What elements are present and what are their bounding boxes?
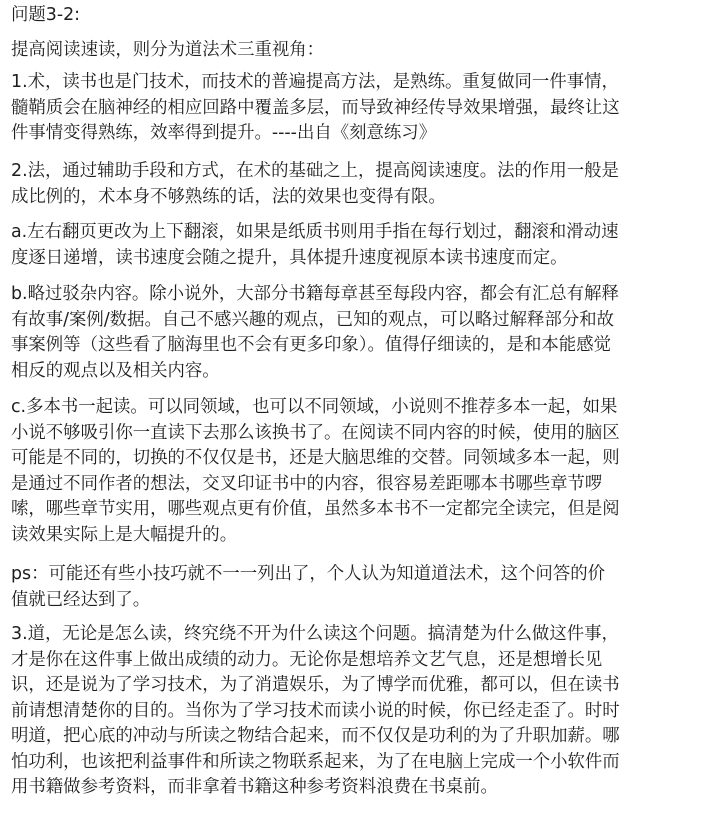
question-title: 问题3-2: [11,5,81,25]
shu-paragraph: 1.术，读书也是门技术，而技术的普遍提高方法，是熟练。重复做同一件事情， 髓鞘质会在脑神经的相应回路中覆盖多层，而导致神经传导效果增强，最终让这 件事情变得熟练，效率得到提升。----出自《刻意练习》 [11,72,620,143]
intro-paragraph: 提高阅读速读，则分为道法术三重视角： [11,40,325,60]
method-c-paragraph: c.多本书一起读。可以同领域，也可以不同领域，小说则不推荐多本一起，如果 小说不够吸引你一直读下去那么该换书了。在阅读不同内容的时候，使用的脑区 可能是不同的，切换的不仅仅是书，还是大脑思维的交替。同领域多本一起，则 是通过不同作者的想法，交叉印证书中的内容，很容易差距哪本书哪些章节啰 嗦，哪些章节实用，哪些观点更有价值，虽然多本书不一定都完全读完，但是阅 读效果实际上是大幅提升的。 [11,397,620,545]
ps-paragraph: ps：可能还有些小技巧就不一一列出了，个人认为知道道法术，这个问答的价 值就已经达到了。 [11,564,605,610]
fa-paragraph: 2.法，通过辅助手段和方式，在术的基础之上，提高阅读速度。法的作用一般是 成比例的，术本身不够熟练的话，法的效果也变得有限。 [11,161,619,207]
method-b-paragraph: b.略过驳杂内容。除小说外，大部分书籍每章甚至每段内容，都会有汇总有解释 有故事/案例/数据。自己不感兴趣的观点，已知的观点，可以略过解释部分和故 事案例等（这些看了脑海里也不会有更多印象）。值得仔细读的，是和本能感觉 相反的观点以及相关内容。 [11,284,619,381]
dao-paragraph: 3.道，无论是怎么读，终究绕不开为什么读这个问题。搞清楚为什么做这件事， 才是你在这件事上做出成绩的动力。无论你是想培养文艺气息，还是想增长见 识，还是说为了学习技术，为了消遣娱乐，为了博学而优雅，都可以，但在读书 前请想清楚你的目的。当你为了学习技术而读小说的时候，你已经走歪了。时时 明道，把心底的冲动与所读之物结合起来，而不仅仅是功利的为了升职加薪。哪 怕功利，也该把利益事件和所读之物联系起来，为了在电脑上完成一个小软件而 用书籍做参考资料，而非拿着书籍这种参考资料浪费在书桌前。 [11,624,620,797]
method-a-paragraph: a.左右翻页更改为上下翻滚，如果是纸质书则用手指在每行划过，翻滚和滑动速 度逐日递增，读书速度会随之提升，具体提升速度视原本读书速度而定。 [11,222,619,268]
